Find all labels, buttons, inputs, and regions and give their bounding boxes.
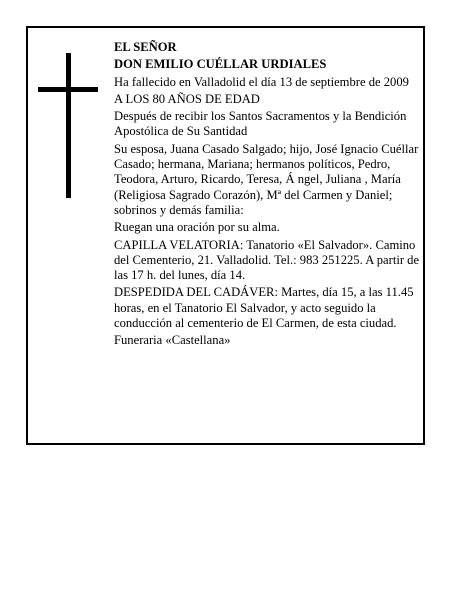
prayer-request: Ruegan una oración por su alma.: [114, 220, 280, 235]
death-statement: Ha fallecido en Valladolid el día 13 de septiembre de 2009: [114, 74, 409, 89]
chapel-info: CAPILLA VELATORIA: Tanatorio «El Salvador». Camino del Cementerio, 21. Valladolid. Tel.: 983 251225. A partir de las 17 h. del lunes, día 14.: [114, 237, 420, 283]
cross-icon: [38, 53, 98, 198]
notice-text: [114, 40, 420, 351]
deceased-name: DON EMILIO CUÉLLAR URDIALES: [114, 57, 327, 72]
notice-title: EL SEÑOR: [114, 40, 177, 54]
farewell-info: DESPEDIDA DEL CADÁVER: Martes, día 15, a las 11.45 horas, en el Tanatorio El Salvador, y acto seguido la conducción al cementerio de El Carmen, de esta ciudad.: [114, 285, 414, 331]
funeral-home: Funeraria «Castellana»: [114, 333, 231, 348]
obituary-notice: [26, 26, 425, 445]
cross-vertical-bar: [66, 53, 71, 198]
sacraments-statement: Después de recibir los Santos Sacramentos y la Bendición Apostólica de Su Santidad: [114, 109, 407, 139]
age-statement: A LOS 80 AÑOS DE EDAD: [114, 91, 260, 106]
cross-horizontal-bar: [38, 87, 98, 92]
family-list: Su esposa, Juana Casado Salgado; hijo, José Ignacio Cuéllar Casado; hermana, Mariana; hermanos políticos, Pedro, Teodora, Arturo, Ricardo, Teresa, Á ngel, Juliana , María (Religiosa Sagrado Corazón), Mª del Carmen y Daniel; sobrinos y demás familia:: [114, 141, 419, 217]
